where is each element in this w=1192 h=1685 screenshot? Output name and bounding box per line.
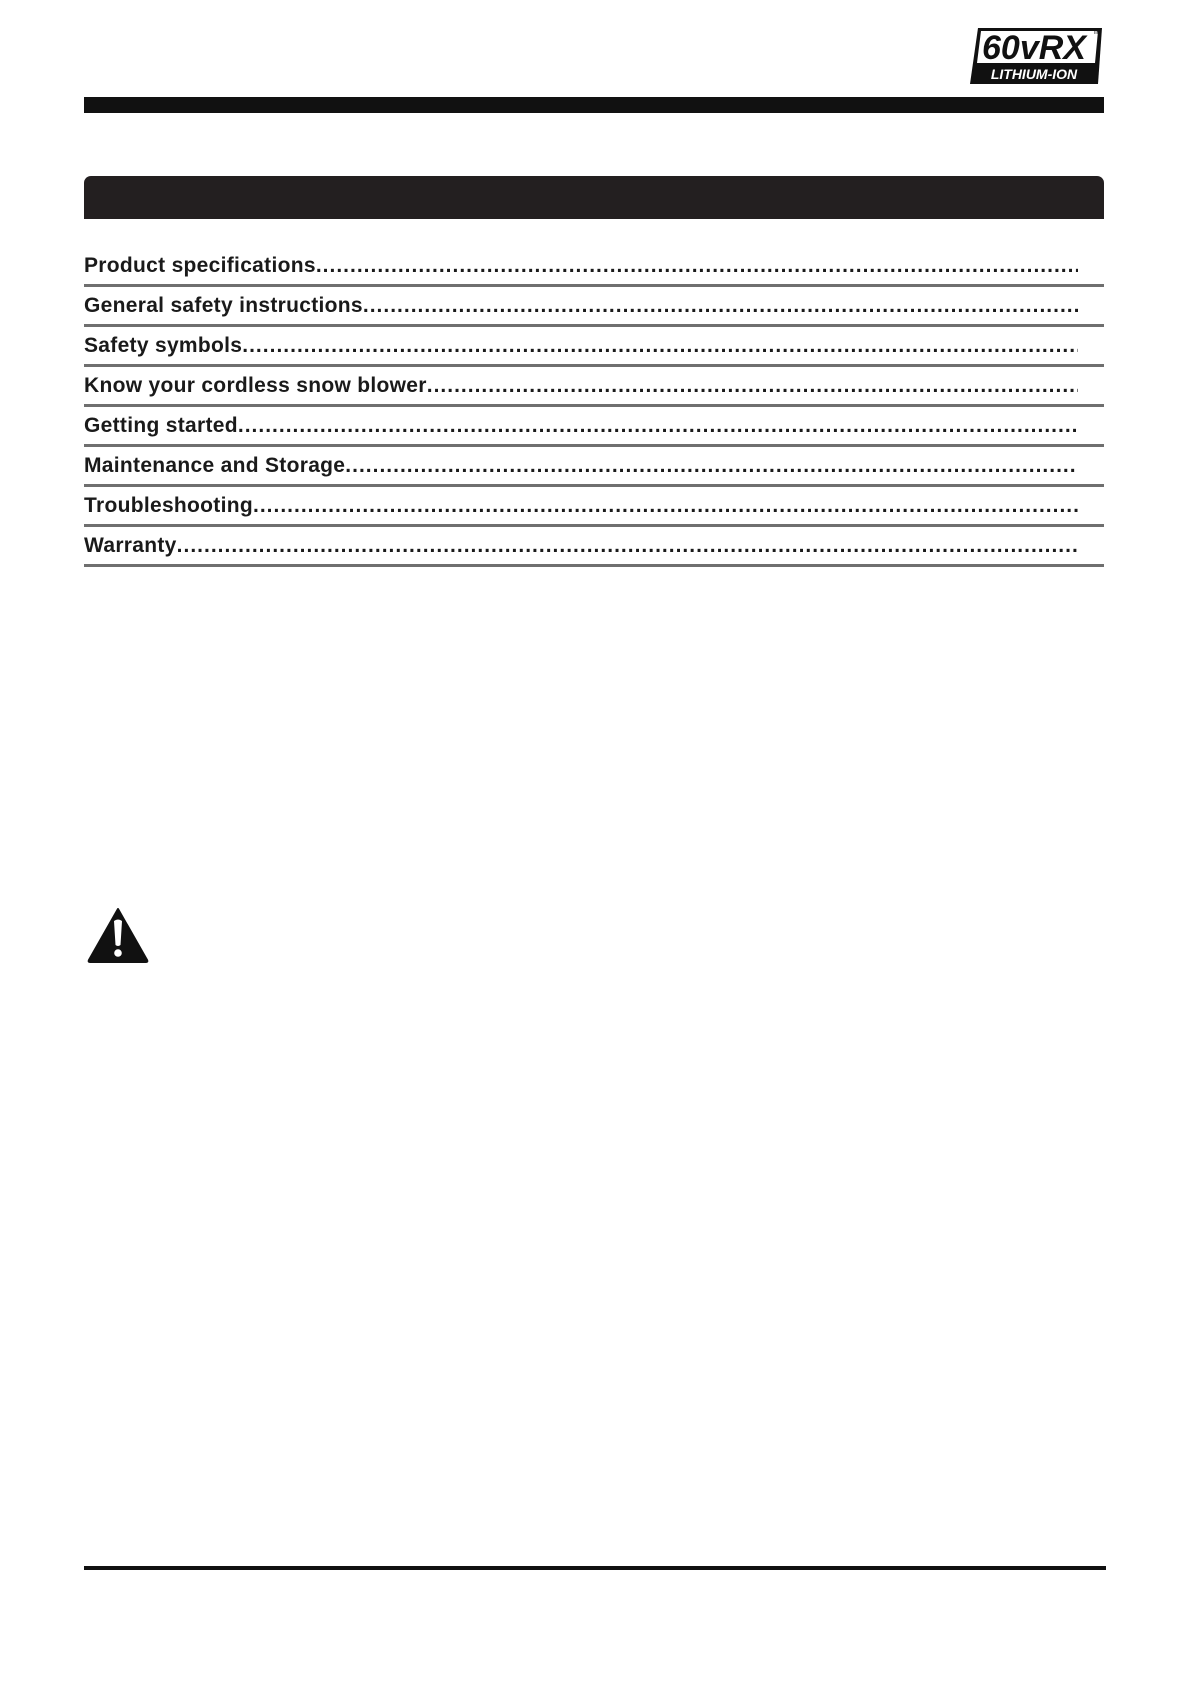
top-rule	[84, 97, 1104, 113]
toc-item-label: Troubleshooting	[84, 494, 253, 517]
bottom-rule	[84, 1566, 1106, 1570]
toc-item-label: Know your cordless snow blower	[84, 374, 427, 397]
toc-item-label: Warranty	[84, 534, 177, 557]
toc-item-safety-symbols[interactable]	[84, 327, 1104, 367]
toc-item-label: Safety symbols	[84, 334, 243, 357]
toc-item-troubleshooting[interactable]	[84, 487, 1104, 527]
toc-item-know-your-cordless-snow-blower[interactable]	[84, 367, 1104, 407]
logo-brand-text: 60vRX	[982, 29, 1086, 67]
toc-item-warranty[interactable]	[84, 527, 1104, 567]
toc-item-label: General safety instructions	[84, 294, 363, 317]
table-of-contents	[84, 247, 1104, 567]
logo-trademark: TM	[1093, 30, 1101, 36]
toc-item-label: Getting started	[84, 414, 238, 437]
toc-item-label: Maintenance and Storage	[84, 454, 346, 477]
toc-item-getting-started[interactable]	[84, 407, 1104, 447]
toc-item-product-specifications[interactable]	[84, 247, 1104, 287]
section-header-bar	[84, 176, 1104, 219]
brand-logo	[968, 26, 1104, 86]
warning-triangle-icon	[87, 907, 149, 963]
brand-logo-icon	[968, 26, 1104, 86]
toc-item-general-safety-instructions[interactable]	[84, 287, 1104, 327]
toc-item-maintenance-and-storage[interactable]	[84, 447, 1104, 487]
logo-subtitle-text: LITHIUM-ION	[990, 66, 1078, 82]
toc-item-label: Product specifications	[84, 254, 316, 277]
